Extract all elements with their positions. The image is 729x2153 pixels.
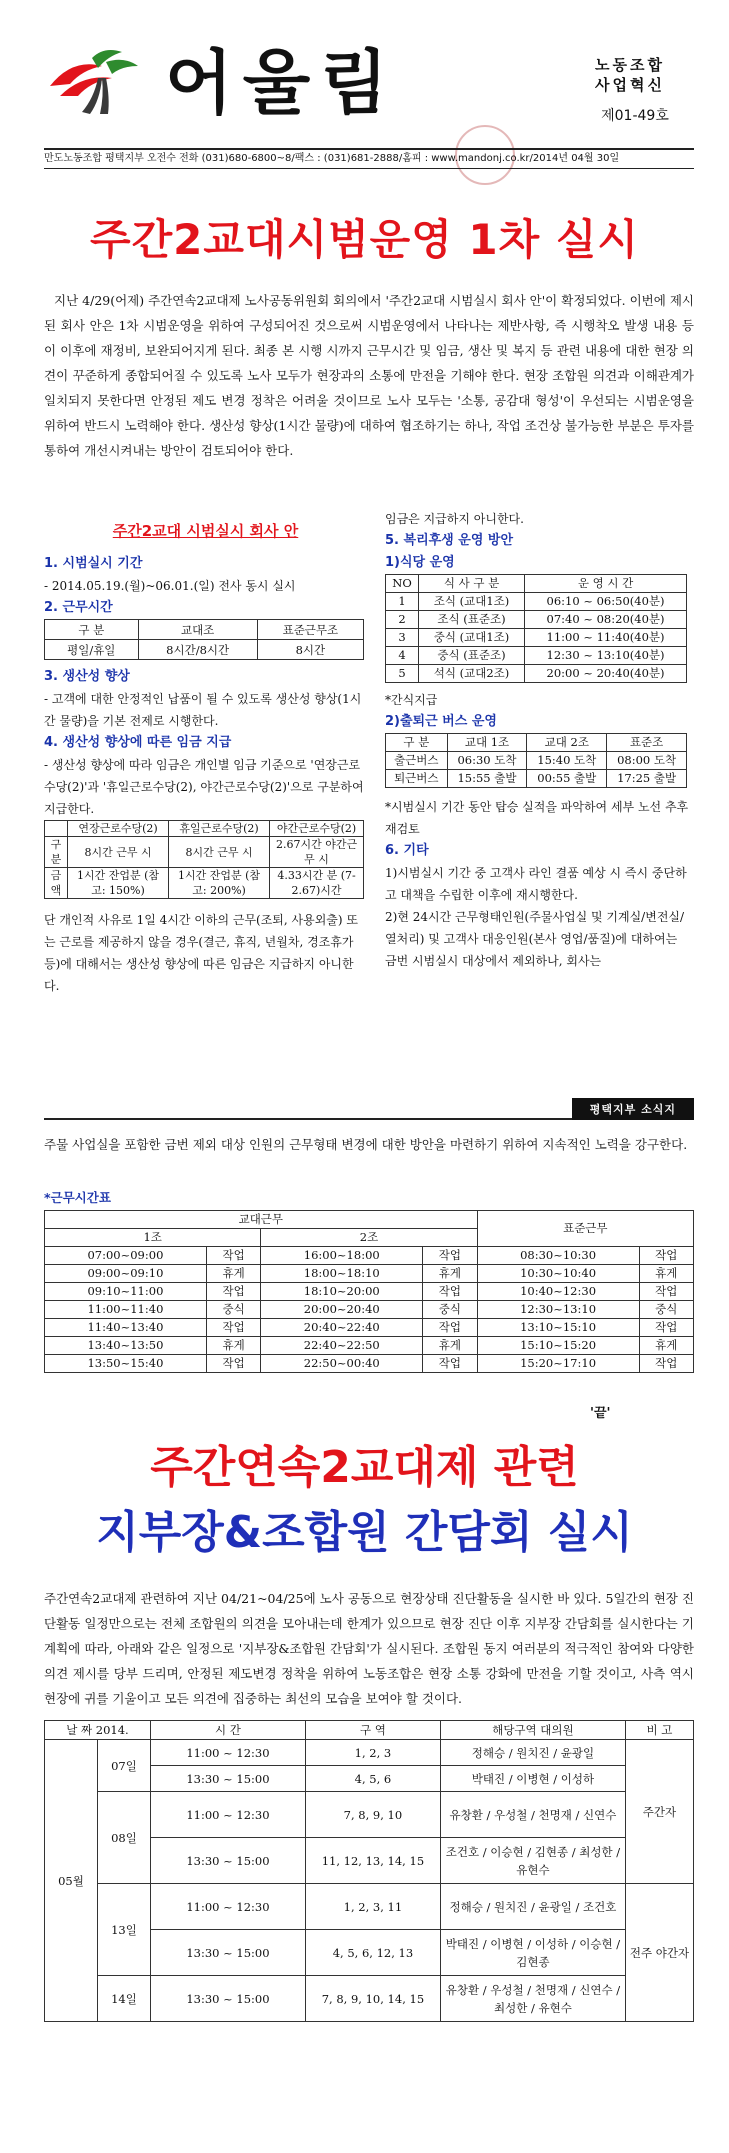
- table-cell: 20:00~20:40: [261, 1301, 423, 1319]
- table-cell: 중식 (교대1조): [419, 629, 525, 647]
- table-cell: 16:00~18:00: [261, 1247, 423, 1265]
- section-4-text: - 생산성 향상에 따라 임금은 개인별 임금 기준으로 '연장근로수당(2)'과 '휴일근로수당(2), 야간근로수당(2)'으로 구분하여 지급한다.: [44, 758, 364, 816]
- table-cell: 11:00~11:40: [45, 1301, 207, 1319]
- section-6-text-1: 1)시범실시 기간 중 고객사 라인 결품 예상 시 즉시 중단하고 대책을 수립한 이후에 재시행한다.: [385, 866, 687, 902]
- table-cell: 휴게: [206, 1337, 260, 1355]
- table-cell: 휴게: [423, 1337, 477, 1355]
- schedule-row: [45, 1319, 694, 1337]
- month-cell: 05월: [45, 1740, 98, 2022]
- table-cell: 07:00~09:00: [45, 1247, 207, 1265]
- table-header: 해당구역 대의원: [440, 1721, 625, 1740]
- table-cell: 중식: [206, 1301, 260, 1319]
- table-cell: 작업: [206, 1247, 260, 1265]
- table-header: 교대 2조: [527, 734, 607, 752]
- table-header: 시 간: [150, 1721, 305, 1740]
- table-cell: 유창환 / 우성철 / 천명재 / 신연수: [440, 1792, 625, 1838]
- table-cell: 20:00 ~ 20:40(40분): [525, 665, 687, 683]
- table-cell: 11:00 ~ 11:40(40분): [525, 629, 687, 647]
- table-cell: 5: [386, 665, 419, 683]
- table-cell: 4, 5, 6: [305, 1766, 440, 1792]
- table-cell: 정해승 / 원치진 / 윤광일 / 조건호: [440, 1884, 625, 1930]
- org-line-1: 노동조합: [595, 56, 665, 74]
- table-cell: 09:10~11:00: [45, 1283, 207, 1301]
- table-cell: 석식 (교대2조): [419, 665, 525, 683]
- schedule-caption: *근무시간표: [44, 1190, 111, 1205]
- table-cell: 중식: [423, 1301, 477, 1319]
- table-cell: 작업: [423, 1283, 477, 1301]
- org-name: [560, 55, 700, 95]
- table-header: 교대근무: [45, 1211, 478, 1229]
- table-cell: 15:55 출발: [447, 770, 527, 788]
- headline-two-shift: 주간연속2교대제 관련: [150, 1442, 579, 1493]
- table-cell: 13:30 ~ 15:00: [150, 1976, 305, 2022]
- table-cell: 13:30 ~ 15:00: [150, 1930, 305, 1976]
- table-cell: 13:30 ~ 15:00: [150, 1766, 305, 1792]
- work-schedule-table: [44, 1210, 694, 1373]
- table-header: 교대조: [138, 620, 257, 640]
- wage-note: 단 개인적 사유로 1일 4시간 이하의 근무(조퇴, 사용외출) 또는 근로를 제공하지 않을 경우(결근, 휴직, 년월차, 경조휴가 등)에 대해서는 생산성 향상에 따른 임금은 지급하지 아니한다.: [44, 913, 358, 993]
- meal-note: *간식지급: [385, 693, 438, 707]
- table-header: 구 역: [305, 1721, 440, 1740]
- headline-meeting: 지부장&조합원 간담회 실시: [96, 1507, 633, 1558]
- left-column: [44, 512, 367, 997]
- table-cell: 13:40~13:50: [45, 1337, 207, 1355]
- table-cell: 작업: [423, 1247, 477, 1265]
- table-cell: 조건호 / 이승현 / 김현종 / 최성한 / 유현수: [440, 1838, 625, 1884]
- note-cell: 전주 야간자: [625, 1884, 693, 2022]
- table-cell: 1시간 잔업분 (참고: 200%): [169, 868, 270, 899]
- schedule-row: [45, 1301, 694, 1319]
- table-cell: 15:10~15:20: [477, 1337, 639, 1355]
- row-label: 금액: [45, 868, 68, 899]
- table-cell: 08:00 도착: [607, 752, 687, 770]
- table-cell: 12:30~13:10: [477, 1301, 639, 1319]
- table-cell: 작업: [639, 1247, 694, 1265]
- table-cell: 08:30~10:30: [477, 1247, 639, 1265]
- table-header: 야간근로수당(2): [270, 821, 364, 837]
- table-cell: 8시간 근무 시: [169, 837, 270, 868]
- table-cell: 09:00~09:10: [45, 1265, 207, 1283]
- schedule-row: [45, 1283, 694, 1301]
- table-cell: 휴게: [639, 1337, 694, 1355]
- info-bar: 만도노동조합 평택지부 오전수 전화 (031)680-6800~8/팩스 : (031)681-2888/홈피 : www.mandonj.co.kr/2014년 04월 30일: [44, 148, 694, 169]
- table-header: 표준근무: [477, 1211, 693, 1247]
- table-cell: 8시간: [257, 640, 363, 660]
- section-2-title: 2. 근무시간: [44, 600, 113, 615]
- table-cell: 작업: [639, 1355, 694, 1373]
- table-cell: 유창환 / 우성철 / 천명재 / 신연수 / 최성한 / 유현수: [440, 1976, 625, 2022]
- section-1-title: 1. 시범실시 기간: [44, 556, 143, 571]
- table-cell: 2.67시간 야간근무 시: [270, 837, 364, 868]
- table-header: 구 분: [386, 734, 448, 752]
- table-cell: 4.33시간 분 (7-2.67)시간: [270, 868, 364, 899]
- table-header: [45, 821, 68, 837]
- table-cell: 22:40~22:50: [261, 1337, 423, 1355]
- table-cell: 평일/휴일: [45, 640, 139, 660]
- table-header: 운 영 시 간: [525, 575, 687, 593]
- table-cell: 8시간/8시간: [138, 640, 257, 660]
- table-cell: 휴게: [639, 1265, 694, 1283]
- work-hours-table: [44, 619, 364, 660]
- table-cell: 중식 (표준조): [419, 647, 525, 665]
- table-cell: 10:40~12:30: [477, 1283, 639, 1301]
- table-cell: 00:55 출발: [527, 770, 607, 788]
- table-cell: 11, 12, 13, 14, 15: [305, 1838, 440, 1884]
- wage-note-continued: 임금은 지급하지 아니한다.: [385, 512, 524, 526]
- table-cell: 18:00~18:10: [261, 1265, 423, 1283]
- table-header: 비 고: [625, 1721, 693, 1740]
- newsletter-title: 어울림: [165, 42, 398, 124]
- section-5-sub1: 1)식당 운영: [385, 555, 455, 570]
- table-cell: 1시간 잔업분 (참고: 150%): [68, 868, 169, 899]
- section-6-text-2: 2)현 24시간 근무형태인원(주물사업실 및 기계실/변전실/열처리) 및 고객사 대응인원(본사 영업/품질)에 대하여는 금번 시범실시 대상에서 제외하나, 회사는: [385, 910, 685, 968]
- table-header: 휴일근로수당(2): [169, 821, 270, 837]
- table-header: NO: [386, 575, 419, 593]
- section-5-sub2: 2)출퇴근 버스 운영: [385, 714, 497, 729]
- table-cell: 1, 2, 3: [305, 1740, 440, 1766]
- bus-table-body: [386, 752, 687, 788]
- section-6-title: 6. 기타: [385, 843, 429, 858]
- table-cell: 작업: [423, 1355, 477, 1373]
- section-5-title: 5. 복리후생 운영 방안: [385, 533, 514, 548]
- table-cell: 06:10 ~ 06:50(40분): [525, 593, 687, 611]
- table-cell: 7, 8, 9, 10: [305, 1792, 440, 1838]
- section-3-text: - 고객에 대한 안정적인 납품이 될 수 있도록 생산성 향상(1시간 물량)을 기본 전제로 시행한다.: [44, 692, 362, 728]
- table-cell: 11:00 ~ 12:30: [150, 1792, 305, 1838]
- company-plan-title: 주간2교대 시범실시 회사 안: [112, 522, 299, 540]
- table-header: 표준근무조: [257, 620, 363, 640]
- table-cell: 13:10~15:10: [477, 1319, 639, 1337]
- section-1-text: - 2014.05.19.(월)~06.01.(일) 전사 동시 실시: [44, 579, 296, 593]
- intro-paragraph: 지난 4/29(어제) 주간연속2교대제 노사공동위원회 회의에서 '주간2교대 시범실시 회사 안'이 확정되었다. 이번에 제시된 회사 안은 1차 시범운영을 위하여 구성되어진 것으로써 시범운영에서 나타나는 제반사항, 즉 시행착오 발생 내용 등이 이후에 재정비, 보완되어지게 된다. 최종 본 시행 시까지 근무시간 및 임금, 생산 및 복지 등 관련 내용에 대한 현장 의견이 꾸준하게 종합되어질 수 있도록 노사 모두가 현장과의 소통에 만전을 기해야 한다. 현장 조합원 의견과 이해관계가 일치되지 못한다면 안정된 제도 변경 정착은 어려울 것이므로 노사 모두는 '소통, 공감대 형성'이 우선되는 시범운영을 위하여 반드시 노력해야 한다. 생산성 향상(1시간 물량)에 대하여 협조하기는 하나, 작업 조건상 불가능한 부분은 투자를 통하여 개선시켜내는 방안이 검토되어야 한다.: [44, 293, 694, 458]
- table-cell: 작업: [639, 1319, 694, 1337]
- table-cell: 휴게: [206, 1265, 260, 1283]
- table-cell: 작업: [423, 1319, 477, 1337]
- table-cell: 17:25 출발: [607, 770, 687, 788]
- bus-note: *시범실시 기간 동안 탑승 실적을 파악하여 세부 노선 추후 재검토: [385, 800, 689, 836]
- table-cell: 4, 5, 6, 12, 13: [305, 1930, 440, 1976]
- issue-number: 제01-49호: [601, 108, 669, 124]
- wage-table: [44, 820, 364, 899]
- schedule-row: [45, 1337, 694, 1355]
- table-cell: 조식 (교대1조): [419, 593, 525, 611]
- table-cell: 작업: [206, 1355, 260, 1373]
- meal-row: [386, 593, 687, 611]
- schedule-row: [45, 1355, 694, 1373]
- table-cell: 20:40~22:40: [261, 1319, 423, 1337]
- row-label: 구분: [45, 837, 68, 868]
- table-cell: 출근버스: [386, 752, 448, 770]
- table-cell: 2: [386, 611, 419, 629]
- meal-row: [386, 611, 687, 629]
- schedule-intro: 주물 사업실을 포함한 금번 제외 대상 인원의 근무형태 변경에 대한 방안을 마련하기 위하여 지속적인 노력을 강구한다.: [44, 1137, 688, 1152]
- table-header: 구 분: [45, 620, 139, 640]
- meal-row: [386, 647, 687, 665]
- table-cell: 박태진 / 이병현 / 이성하: [440, 1766, 625, 1792]
- table-cell: 작업: [206, 1283, 260, 1301]
- table-cell: 4: [386, 647, 419, 665]
- table-cell: 22:50~00:40: [261, 1355, 423, 1373]
- table-cell: 1, 2, 3, 11: [305, 1884, 440, 1930]
- bus-row: [386, 752, 687, 770]
- table-cell: 15:40 도착: [527, 752, 607, 770]
- right-column: [385, 512, 690, 972]
- org-line-2: 사업혁신: [595, 76, 665, 94]
- schedule-row: [45, 1247, 694, 1265]
- table-cell: 11:40~13:40: [45, 1319, 207, 1337]
- schedule-row: [45, 1265, 694, 1283]
- section-4-title: 4. 생산성 향상에 따른 임금 지급: [44, 735, 232, 750]
- table-cell: 13:50~15:40: [45, 1355, 207, 1373]
- table-header: 식 사 구 분: [419, 575, 525, 593]
- table-cell: 12:30 ~ 13:10(40분): [525, 647, 687, 665]
- end-mark: '끝': [590, 1406, 611, 1421]
- table-cell: 18:10~20:00: [261, 1283, 423, 1301]
- table-header: 날 짜 2014.: [45, 1721, 151, 1740]
- day-cell: 08일: [97, 1792, 150, 1884]
- table-cell: 7, 8, 9, 10, 14, 15: [305, 1976, 440, 2022]
- union-logo: [42, 48, 142, 118]
- table-header: 교대 1조: [447, 734, 527, 752]
- table-header: 1조: [45, 1229, 261, 1247]
- meeting-schedule-table: [44, 1720, 694, 2022]
- meal-table-body: [386, 593, 687, 683]
- table-header: 2조: [261, 1229, 477, 1247]
- table-cell: 조식 (표준조): [419, 611, 525, 629]
- table-cell: 정해승 / 원치진 / 윤광일: [440, 1740, 625, 1766]
- bus-table: [385, 733, 687, 788]
- table-cell: 작업: [639, 1283, 694, 1301]
- table-cell: 박태진 / 이병현 / 이성하 / 이승현 / 김현종: [440, 1930, 625, 1976]
- table-cell: 11:00 ~ 12:30: [150, 1884, 305, 1930]
- day-cell: 14일: [97, 1976, 150, 2022]
- schedule-table-body: [45, 1247, 694, 1373]
- branch-news-label: 평택지부 소식지: [572, 1098, 694, 1120]
- table-cell: 10:30~10:40: [477, 1265, 639, 1283]
- bus-row: [386, 770, 687, 788]
- table-cell: 13:30 ~ 15:00: [150, 1838, 305, 1884]
- table-header: 표준조: [607, 734, 687, 752]
- table-cell: 06:30 도착: [447, 752, 527, 770]
- table-cell: 작업: [206, 1319, 260, 1337]
- note-cell: 주간자: [625, 1740, 693, 1884]
- table-cell: 07:40 ~ 08:20(40분): [525, 611, 687, 629]
- meeting-intro: 주간연속2교대제 관련하여 지난 04/21~04/25에 노사 공동으로 현장상태 진단활동을 실시한 바 있다. 5일간의 현장 진단활동 일정만으로는 전체 조합원의 의견을 모아내는데 한계가 있으므로 현장 진단 이후 지부장 간담회를 실시한다는 기 계획에 따라, 아래와 같은 일정으로 '지부장&조합원 간담회'가 실시된다. 조합원 동지 여러분의 적극적인 참여와 다양한 의견 제시를 당부 드리며, 안정된 제도변경 정착을 위하여 노동조합은 현장 소통 강화에 만전을 기할 것이고, 사측 역시 현장에 귀를 기울이고 모든 의견에 집중하는 최선의 모습을 보여야 할 것이다.: [44, 1591, 694, 1706]
- day-cell: 07일: [97, 1740, 150, 1792]
- section-divider: [44, 1098, 694, 1120]
- table-header: 연장근로수당(2): [68, 821, 169, 837]
- meal-row: [386, 629, 687, 647]
- table-cell: 15:20~17:10: [477, 1355, 639, 1373]
- table-cell: 8시간 근무 시: [68, 837, 169, 868]
- table-cell: 휴게: [423, 1265, 477, 1283]
- meal-row: [386, 665, 687, 683]
- section-3-title: 3. 생산성 향상: [44, 669, 130, 684]
- table-cell: 퇴근버스: [386, 770, 448, 788]
- day-cell: 13일: [97, 1884, 150, 1976]
- meal-table: [385, 574, 687, 683]
- headline-pilot: 주간2교대시범운영 1차 실시: [90, 215, 639, 264]
- table-cell: 11:00 ~ 12:30: [150, 1740, 305, 1766]
- table-cell: 1: [386, 593, 419, 611]
- table-cell: 3: [386, 629, 419, 647]
- table-cell: 중식: [639, 1301, 694, 1319]
